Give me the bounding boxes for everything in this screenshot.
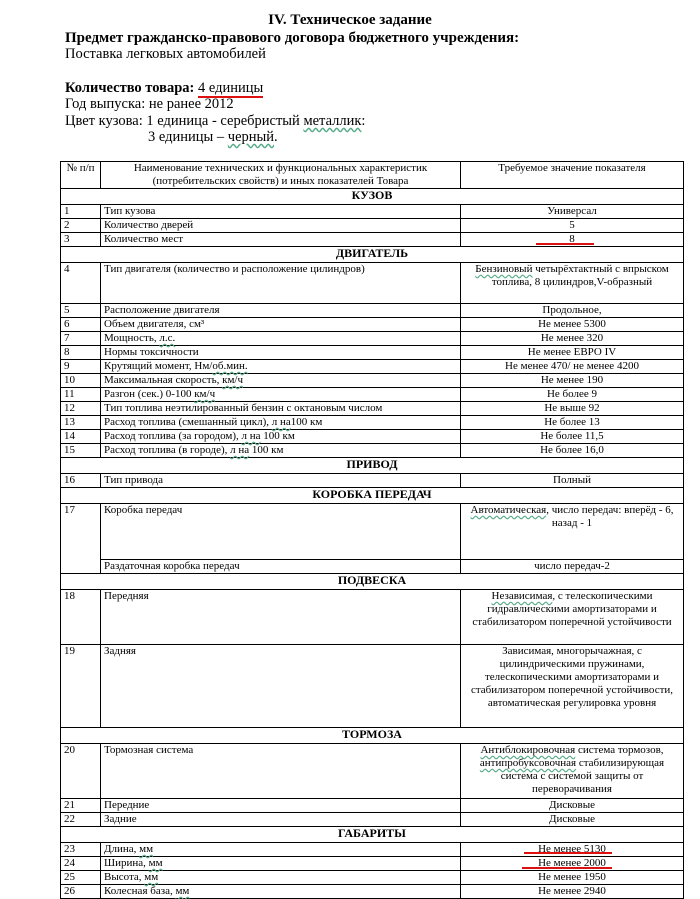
quantity-label: Количество товара (65, 80, 190, 96)
table-row: 11 Разгон (сек.) 0-100 км/ч Не более 9 (61, 388, 684, 402)
section-row: ПОДВЕСКА (61, 574, 684, 590)
table-row: 20 Тормозная система Антиблокировочная система тормозов, антипробуксовочная стабилизирующая система с системой защиты от переворачивания (61, 744, 684, 799)
red-underline-mark (536, 243, 594, 245)
table-row: 4 Тип двигателя (количество и расположение цилиндров) Бензиновый четырёхтактный с впрыском топлива, 8 цилиндров,V-образный (61, 263, 684, 304)
table-row: 19 Задняя Зависимая, многорычажная, с цилиндрическими пружинами, телескопическими амортизаторами и стабилизатором поперечной устойчивости, автоматическая регулировка уровня (61, 645, 684, 728)
table-row: 12 Тип топлива неэтилированный бензин с октановым числом Не выше 92 (61, 402, 684, 416)
table-row: 21 Передние Дисковые (61, 799, 684, 813)
quantity-value: 4 единицы (197, 80, 264, 96)
table-row: 9 Крутящий момент, Нм/об.мин. Не менее 470/ не менее 4200 (61, 360, 684, 374)
table-row: 3 Количество мест 8 (61, 233, 684, 247)
table-row: 16 Тип привода Полный (61, 474, 684, 488)
table-row: 25 Высота, мм Не менее 1950 (61, 871, 684, 885)
subject-value: Поставка легковых автомобилей (65, 46, 266, 62)
table-row: Раздаточная коробка передач число передач-2 (61, 560, 684, 574)
subject-label: Предмет гражданско-правового договора бюджетного учреждения: (65, 30, 520, 46)
table-row: 8 Нормы токсичности Не менее ЕВРО IV (61, 346, 684, 360)
table-row: 14 Расход топлива (за городом), л на 100 км Не более 11,5 (61, 430, 684, 444)
section-row: ДВИГАТЕЛЬ (61, 247, 684, 263)
table-row: 23 Длина, мм Не менее 5130 (61, 843, 684, 857)
table-row: 22 Задние Дисковые (61, 813, 684, 827)
red-underline-mark (524, 852, 612, 854)
table-row: 2 Количество дверей 5 (61, 219, 684, 233)
table-row: 10 Максимальная скорость, км/ч Не менее 190 (61, 374, 684, 388)
table-row: 1 Тип кузова Универсал (61, 205, 684, 219)
section-row: ПРИВОД (61, 458, 684, 474)
color-line-2: 3 единицы – черный. (148, 129, 278, 145)
col-name-header: Наименование технических и функциональных характеристик (потребительских свойств) и иных показателей Товара (101, 162, 461, 189)
section-row: ТОРМОЗА (61, 728, 684, 744)
section-row: ГАБАРИТЫ (61, 827, 684, 843)
section-title: IV. Техническое задание (268, 12, 432, 28)
table-row: 13 Расход топлива (смешанный цикл), л на100 км Не более 13 (61, 416, 684, 430)
red-underline-mark (522, 867, 612, 869)
table-row: 26 Колесная база, мм Не менее 2940 (61, 885, 684, 899)
table-row: 7 Мощность, л.с. Не менее 320 (61, 332, 684, 346)
table-header-row (61, 162, 684, 189)
table-row: 15 Расход топлива (в городе), л на 100 км Не более 16,0 (61, 444, 684, 458)
year-line: Год выпуска: не ранее 2012 (65, 96, 234, 112)
col-num-header: № п/п (61, 162, 101, 189)
table-row: 24 Ширина, мм Не менее 2000 (61, 857, 684, 871)
col-value-header: Требуемое значение показателя (461, 162, 684, 189)
table-row: 18 Передняя Независимая, с телескопическими гидравлическими амортизаторами и стабилизатором поперечной устойчивости (61, 590, 684, 645)
quantity-line: Количество товара: 4 единицы (65, 80, 264, 96)
table-row: 5 Расположение двигателя Продольное, (61, 304, 684, 318)
table-row: 17 Коробка передач Автоматическая, число передач: вперёд - 6, назад - 1 (61, 504, 684, 560)
table-row: 6 Объем двигателя, см³ Не менее 5300 (61, 318, 684, 332)
section-row: КОРОБКА ПЕРЕДАЧ (61, 488, 684, 504)
section-row: КУЗОВ (61, 189, 684, 205)
color-line-1: Цвет кузова: 1 единица - серебристый металлик: (65, 113, 366, 129)
spec-table (60, 161, 684, 899)
